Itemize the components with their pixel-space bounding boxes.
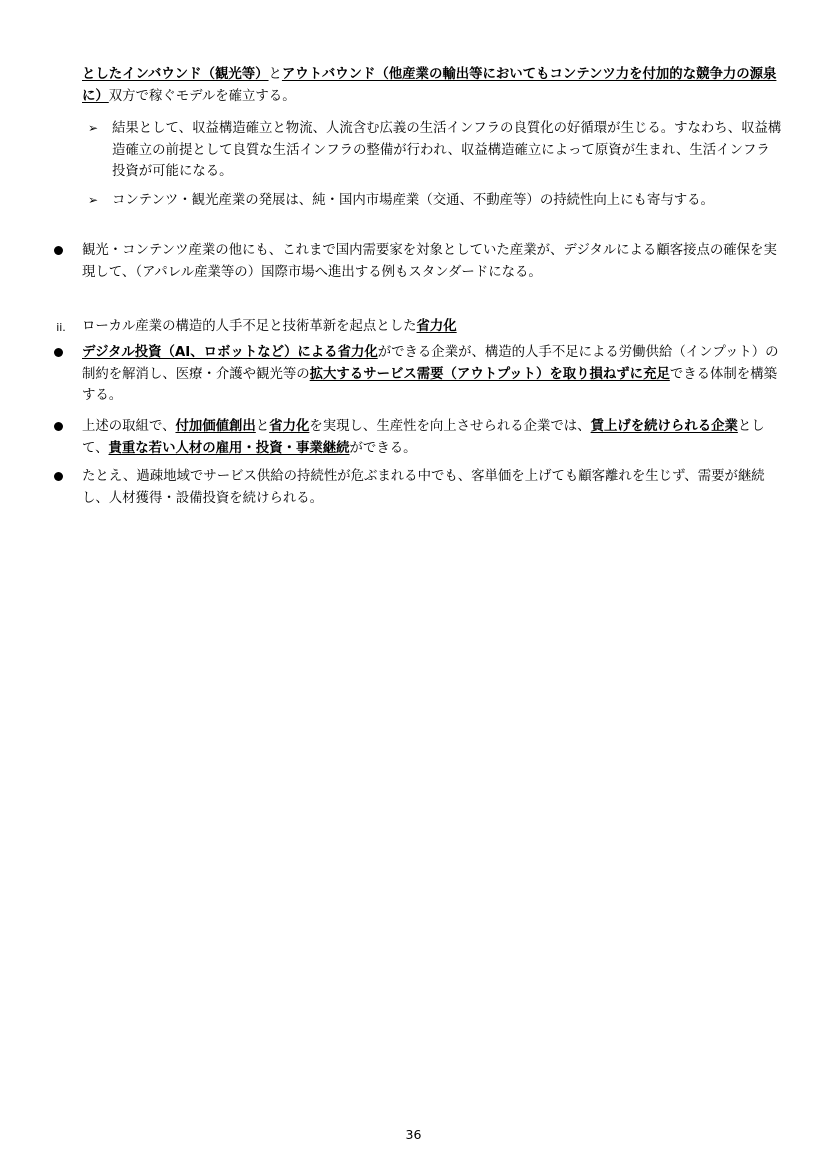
bullet-dot-icon — [54, 246, 63, 255]
bullet-item-3-text-5: ができる。 — [349, 440, 417, 456]
intro-paragraph — [82, 64, 782, 107]
bullet-item-2-text-1: ができる企業が、構造的人手不足による労働供給（インプット）の制約を解消し、医療・介護や観光等の — [82, 345, 779, 382]
bullet-item-2 — [82, 342, 782, 407]
intro-text-2: 双方で稼ぐモデルを確立する。 — [108, 88, 296, 104]
page-number: 36 — [405, 1127, 422, 1142]
bullet-item-1-text: 観光・コンテンツ産業の他にも、これまで国内需要家を対象としていた産業が、デジタルによる顧客接点の確保を実現して、（アパレル産業等の）国際市場へ進出する例もスタンダードになる。 — [82, 243, 777, 280]
bullet-item-3-text-3: を実現し、生産性を向上させられる企業では、 — [309, 419, 591, 434]
bullet-item-3-text-2: と — [255, 419, 270, 434]
intro-text-1: と — [268, 67, 282, 82]
value-creation-emphasis: 付加価値創出 — [175, 419, 256, 434]
arrow-bullet-icon: ➢ — [87, 121, 99, 135]
section-ii-text: ローカル産業の構造的人手不足と技術革新を起点とした — [82, 319, 417, 334]
bullet-dot-icon — [54, 348, 63, 357]
bullet-dot-icon — [54, 472, 63, 481]
bullet-item-2-text-2: できる体制を構築する。 — [82, 366, 777, 403]
sub-item-b — [87, 190, 782, 212]
bullet-item-4-text: たとえ、過疎地域でサービス供給の持続性が危ぶまれる中でも、客単価を上げても顧客離れを生じず、需要が継続し、人材獲得・設備投資を続けられる。 — [82, 469, 765, 506]
section-ii-heading — [56, 316, 782, 338]
sub-item-b-text: コンテンツ・観光産業の発展は、純・国内市場産業（交通、不動産等）の持続性向上にも寄与する。 — [112, 193, 714, 208]
bullet-item-3 — [82, 416, 782, 459]
inbound-emphasis: としたインバウンド（観光等） — [82, 67, 269, 82]
outbound-emphasis: アウトバウンド（他産業の輸出等においてもコンテンツ力を付加的な競争力の源泉に） — [82, 67, 777, 104]
wage-raise-emphasis: 賃上げを続けられる企業 — [590, 419, 738, 434]
digital-investment-emphasis: デジタル投資（AI、ロボットなど）による省力化 — [82, 345, 378, 360]
young-talent-emphasis: 貴重な若い人材の雇用・投資・事業継続 — [108, 440, 350, 456]
bullet-item-1 — [82, 240, 782, 283]
labor-saving-emphasis: 省力化 — [269, 419, 310, 434]
bullet-dot-icon — [54, 422, 63, 431]
section-ii-emphasis: 省力化 — [416, 319, 457, 334]
sub-item-a-text: 結果として、収益構造確立と物流、人流含む広義の生活インフラの良質化の好循環が生じる。すなわち、収益構造確立の前提として良質な生活インフラの整備が行われ、収益構造確立によって原資が生まれ、生活インフラ投資が可能になる。 — [112, 121, 782, 179]
bullet-item-3-text-4: として、 — [82, 419, 765, 456]
section-ii-marker: ii. — [56, 321, 66, 334]
arrow-bullet-icon: ➢ — [87, 193, 99, 207]
bullet-item-4 — [82, 466, 782, 509]
service-demand-emphasis: 拡大するサービス需要（アウトプット）を取り損ねずに充足 — [309, 366, 670, 382]
sub-item-a — [87, 118, 782, 183]
bullet-item-3-text-1: 上述の取組で、 — [82, 419, 176, 434]
